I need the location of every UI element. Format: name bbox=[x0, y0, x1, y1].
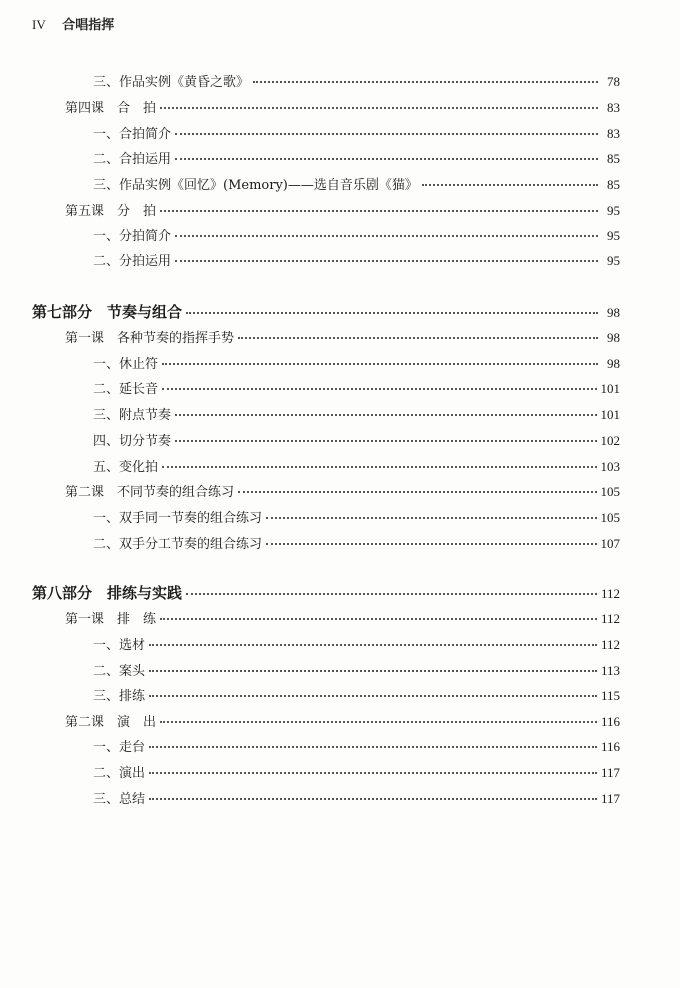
leader-dots bbox=[149, 746, 597, 748]
toc-entry-title: 二、分拍运用 bbox=[93, 254, 172, 269]
toc-entry-page: 83 bbox=[607, 100, 620, 115]
leader-dots bbox=[149, 644, 597, 646]
leader-dots bbox=[160, 618, 597, 620]
toc-part-entry[interactable] bbox=[32, 582, 620, 604]
toc-entry-page: 102 bbox=[600, 433, 620, 448]
toc-entry[interactable] bbox=[93, 788, 620, 810]
toc-entry[interactable] bbox=[65, 608, 620, 630]
leader-dots bbox=[160, 107, 598, 109]
leader-dots bbox=[162, 466, 596, 468]
leader-dots bbox=[175, 440, 596, 442]
toc-entry-title: 四、切分节奏 bbox=[93, 434, 172, 449]
toc-entry[interactable] bbox=[93, 378, 620, 400]
toc-entry-title: 一、走台 bbox=[93, 740, 146, 755]
toc-entry[interactable] bbox=[65, 97, 620, 119]
toc-entry[interactable] bbox=[93, 250, 620, 272]
toc-entry-title: 第二课 不同节奏的组合练习 bbox=[65, 485, 235, 500]
toc-entry-title: 第四课 合 拍 bbox=[65, 101, 157, 116]
leader-dots bbox=[186, 593, 597, 595]
toc-entry[interactable] bbox=[93, 533, 620, 555]
toc-entry-title: 二、合拍运用 bbox=[93, 152, 172, 167]
leader-dots bbox=[186, 312, 598, 314]
toc-entry[interactable] bbox=[93, 685, 620, 707]
leader-dots bbox=[160, 721, 597, 723]
leader-dots bbox=[149, 772, 597, 774]
toc-entry-title: 五、变化拍 bbox=[93, 460, 159, 475]
leader-dots bbox=[175, 260, 598, 262]
toc-entry[interactable] bbox=[93, 123, 620, 145]
toc-entry-title: 第一课 排 练 bbox=[65, 612, 157, 627]
toc-entry-title: 第二课 演 出 bbox=[65, 715, 157, 730]
toc-entry[interactable] bbox=[93, 507, 620, 529]
toc-entry[interactable] bbox=[65, 200, 620, 222]
toc-entry[interactable] bbox=[93, 353, 620, 375]
leader-dots bbox=[175, 133, 598, 135]
toc-entry[interactable] bbox=[65, 711, 620, 733]
toc-entry-title: 一、休止符 bbox=[93, 357, 159, 372]
toc-entry[interactable] bbox=[93, 736, 620, 758]
toc-entry-page: 98 bbox=[607, 356, 620, 371]
book-title: 合唱指挥 bbox=[62, 18, 115, 33]
toc-entry-page: 85 bbox=[607, 151, 620, 166]
toc-entry-title: 三、作品实例《回忆》(Memory)——选自音乐剧《猫》 bbox=[93, 178, 418, 193]
toc-entry[interactable] bbox=[93, 404, 620, 426]
toc-entry[interactable] bbox=[93, 148, 620, 170]
toc-entry[interactable] bbox=[65, 327, 620, 349]
toc-entry-title: 第八部分 排练与实践 bbox=[32, 584, 183, 602]
toc-entry-title: 三、附点节奏 bbox=[93, 408, 172, 423]
toc-entry-page: 95 bbox=[607, 253, 620, 268]
toc-entry-page: 83 bbox=[607, 126, 620, 141]
toc-entry-title: 第七部分 节奏与组合 bbox=[32, 303, 183, 321]
toc-entry[interactable] bbox=[93, 762, 620, 784]
toc-entry-page: 103 bbox=[600, 459, 620, 474]
toc-entry-page: 95 bbox=[607, 228, 620, 243]
leader-dots bbox=[238, 491, 596, 493]
toc-entry[interactable] bbox=[93, 660, 620, 682]
toc-entry-page: 105 bbox=[600, 510, 620, 525]
toc-entry-page: 101 bbox=[600, 381, 620, 396]
toc-entry-page: 107 bbox=[600, 536, 620, 551]
toc-entry-title: 二、延长音 bbox=[93, 382, 159, 397]
toc-entry[interactable] bbox=[93, 634, 620, 656]
toc-entry[interactable] bbox=[93, 430, 620, 452]
leader-dots bbox=[266, 517, 596, 519]
toc-entry-page: 116 bbox=[600, 714, 620, 729]
leader-dots bbox=[160, 210, 598, 212]
leader-dots bbox=[149, 695, 597, 697]
toc-entry-page: 116 bbox=[600, 739, 620, 754]
leader-dots bbox=[422, 184, 598, 186]
toc-entry-title: 三、总结 bbox=[93, 792, 146, 807]
toc-entry-page: 98 bbox=[607, 305, 620, 320]
toc-entry-page: 78 bbox=[607, 74, 620, 89]
page-numeral: IV bbox=[32, 17, 46, 32]
leader-dots bbox=[175, 414, 596, 416]
toc-entry[interactable] bbox=[65, 481, 620, 503]
leader-dots bbox=[175, 235, 598, 237]
toc-entry-page: 98 bbox=[607, 330, 620, 345]
toc-entry-page: 117 bbox=[600, 791, 620, 806]
toc-part-entry[interactable] bbox=[32, 301, 620, 323]
toc-entry-page: 112 bbox=[600, 637, 620, 652]
leader-dots bbox=[162, 363, 598, 365]
toc-entry-title: 三、排练 bbox=[93, 689, 146, 704]
leader-dots bbox=[162, 388, 596, 390]
toc-entry-page: 95 bbox=[607, 203, 620, 218]
toc-entry-title: 一、合拍简介 bbox=[93, 127, 172, 142]
leader-dots bbox=[175, 158, 598, 160]
toc-entry-page: 105 bbox=[600, 484, 620, 499]
toc-entry-page: 117 bbox=[600, 765, 620, 780]
toc-entry-page: 112 bbox=[600, 586, 620, 601]
toc-entry-page: 101 bbox=[600, 407, 620, 422]
toc-entry-page: 112 bbox=[600, 611, 620, 626]
toc-entry-title: 第一课 各种节奏的指挥手势 bbox=[65, 331, 235, 346]
toc-entry-title: 三、作品实例《黄昏之歌》 bbox=[93, 75, 250, 90]
toc-entry-title: 二、案头 bbox=[93, 664, 146, 679]
leader-dots bbox=[149, 670, 597, 672]
leader-dots bbox=[266, 543, 596, 545]
toc-entry[interactable] bbox=[93, 71, 620, 93]
toc-entry-page: 85 bbox=[607, 177, 620, 192]
toc-entry-title: 一、双手同一节奏的组合练习 bbox=[93, 511, 263, 526]
toc-entry[interactable] bbox=[93, 456, 620, 478]
toc-entry-title: 二、双手分工节奏的组合练习 bbox=[93, 537, 263, 552]
toc-entry-title: 一、选材 bbox=[93, 638, 146, 653]
leader-dots bbox=[253, 81, 598, 83]
toc-entry-title: 一、分拍简介 bbox=[93, 229, 172, 244]
toc-entry[interactable] bbox=[93, 225, 620, 247]
toc-entry-page: 113 bbox=[600, 663, 620, 678]
leader-dots bbox=[149, 798, 597, 800]
leader-dots bbox=[238, 337, 598, 339]
toc-entry-page: 115 bbox=[600, 688, 620, 703]
toc-entry-title: 第五课 分 拍 bbox=[65, 204, 157, 219]
toc-entry-title: 二、演出 bbox=[93, 766, 146, 781]
toc-entry[interactable] bbox=[93, 174, 620, 196]
